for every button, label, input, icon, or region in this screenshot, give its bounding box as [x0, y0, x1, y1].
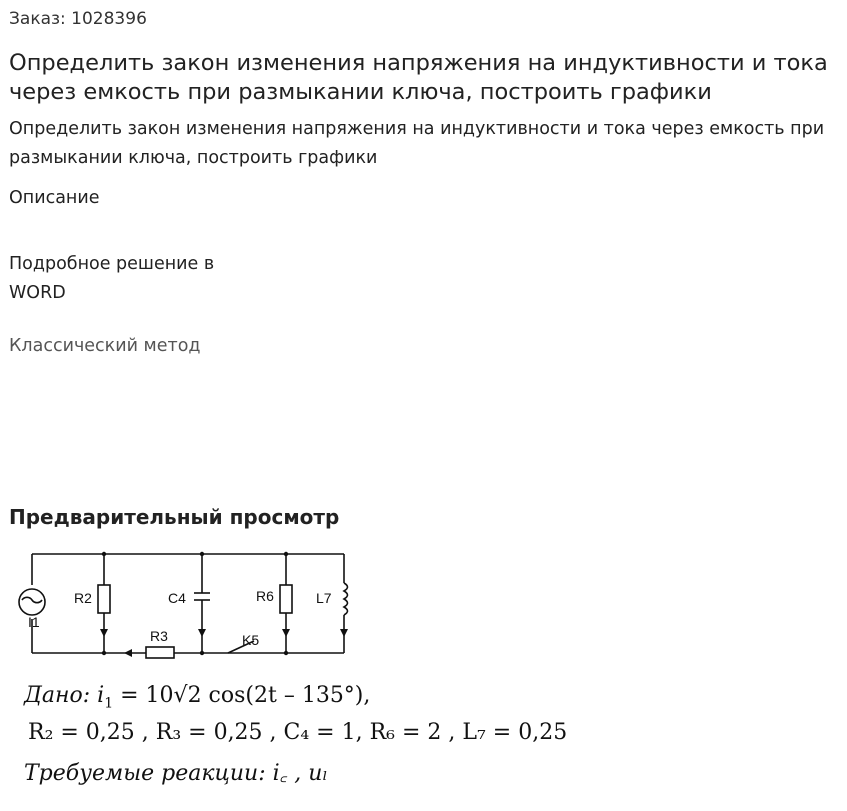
order-number: Заказ: 1028396	[9, 9, 147, 29]
given-i1-symbol: i	[97, 683, 105, 708]
label-l7: L7	[316, 590, 332, 606]
task-summary: Определить закон изменения напряжения на индуктивности и тока через емкость при размыкании ключа, построить графики	[9, 119, 825, 168]
preview-heading: Предварительный просмотр	[9, 505, 340, 529]
description-heading: Описание	[9, 188, 100, 208]
label-r6: R6	[256, 588, 274, 604]
description-detail: Подробное решение в WORD	[9, 254, 215, 303]
required-values: i꜀ , uₗ	[272, 761, 328, 786]
given-i1-expression: = 10√2 cos(2t – 135°),	[120, 683, 371, 708]
given-parameters: R₂ = 0,25 , R₃ = 0,25 , C₄ = 1, R₆ = 2 , L₇ = 0,25	[28, 720, 568, 745]
label-i1: I1	[28, 614, 40, 630]
given-prefix: Дано:	[24, 683, 91, 708]
label-c4: C4	[168, 590, 186, 606]
label-k5: K5	[242, 632, 260, 648]
label-r3: R3	[150, 628, 168, 644]
given-i1-sub: 1	[104, 695, 114, 712]
preview-image	[14, 545, 568, 795]
circuit-diagram	[14, 545, 354, 665]
required-line	[24, 757, 328, 787]
required-prefix: Требуемые реакции:	[24, 761, 266, 786]
description-method: Классический метод	[9, 336, 201, 356]
label-r2: R2	[74, 590, 92, 606]
page-title: Определить закон изменения напряжения на индуктивности и тока через емкость при размыкании ключа, построить графики	[9, 50, 828, 105]
given-line	[24, 683, 370, 711]
